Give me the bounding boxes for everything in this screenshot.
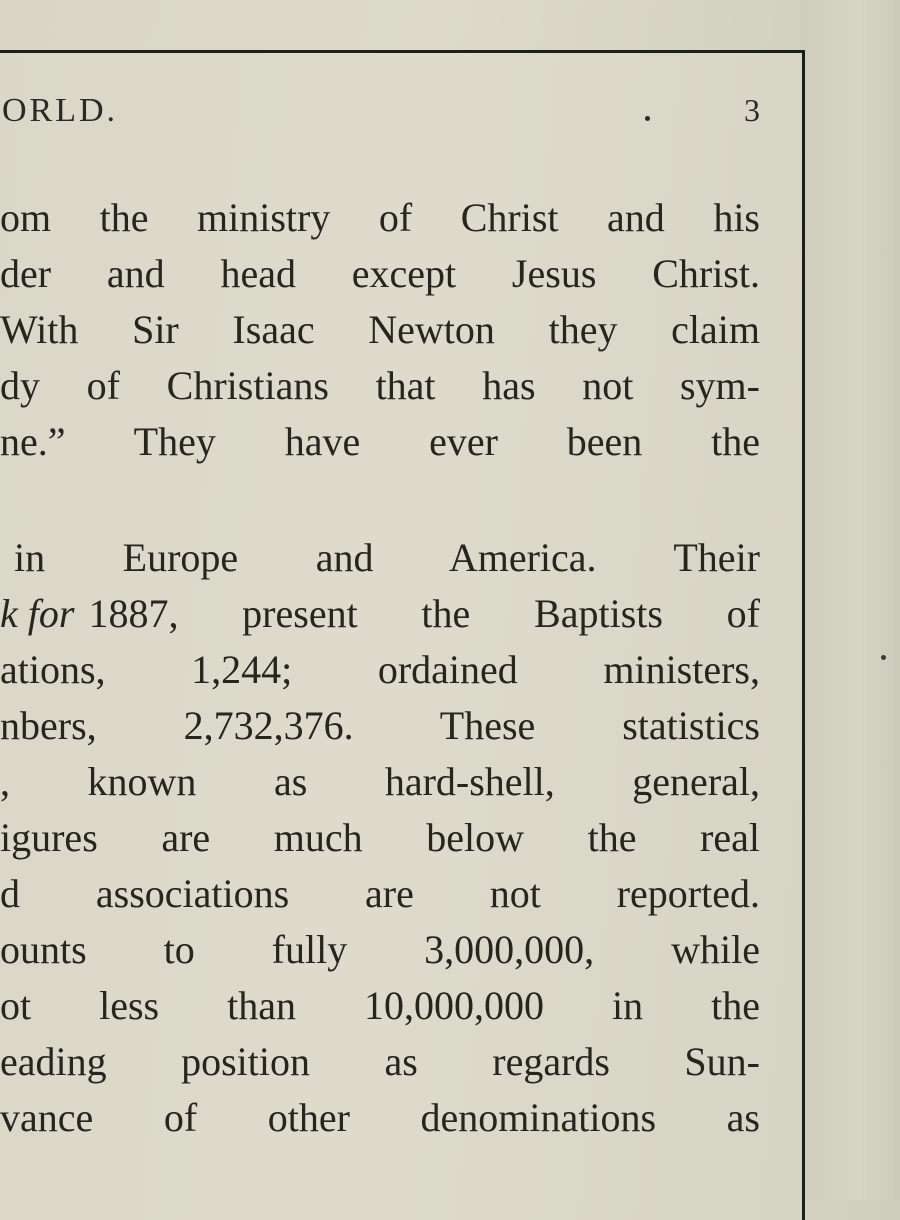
text-line: eading position as regards Sun- — [0, 1039, 760, 1084]
ink-spot — [881, 655, 886, 660]
page-header — [0, 92, 780, 142]
body-text — [0, 190, 760, 1146]
text-line: d associations are not reported. — [0, 871, 760, 916]
text-line-rest: 1887, present the Baptists of — [88, 591, 760, 636]
paragraph-break — [0, 470, 760, 530]
text-line — [0, 586, 760, 642]
text-line: , known as hard-shell, general, — [0, 759, 760, 804]
text-line: in Europe and America. Their — [14, 535, 760, 580]
text-line: om the ministry of Christ and his — [0, 195, 760, 240]
text-line: ne.” They have ever been the — [0, 419, 760, 464]
text-line: ations, 1,244; ordained ministers, — [0, 647, 760, 692]
text-line: ounts to fully 3,000,000, while — [0, 927, 760, 972]
text-line: dy of Christians that has not sym- — [0, 363, 760, 408]
text-line: nbers, 2,732,376. These statistics — [0, 703, 760, 748]
text-line: With Sir Isaac Newton they claim — [0, 307, 760, 352]
text-line: ot less than 10,000,000 in the — [0, 983, 760, 1028]
text-line: der and head except Jesus Christ. — [0, 251, 760, 296]
running-head: ORLD. — [2, 92, 119, 129]
text-line: igures are much below the real — [0, 815, 760, 860]
ink-spot — [645, 116, 650, 121]
italic-text: k for — [0, 591, 75, 636]
text-line: vance of other denominations as — [0, 1095, 760, 1140]
page-margin — [800, 0, 900, 1200]
page-number: 3 — [744, 92, 760, 128]
